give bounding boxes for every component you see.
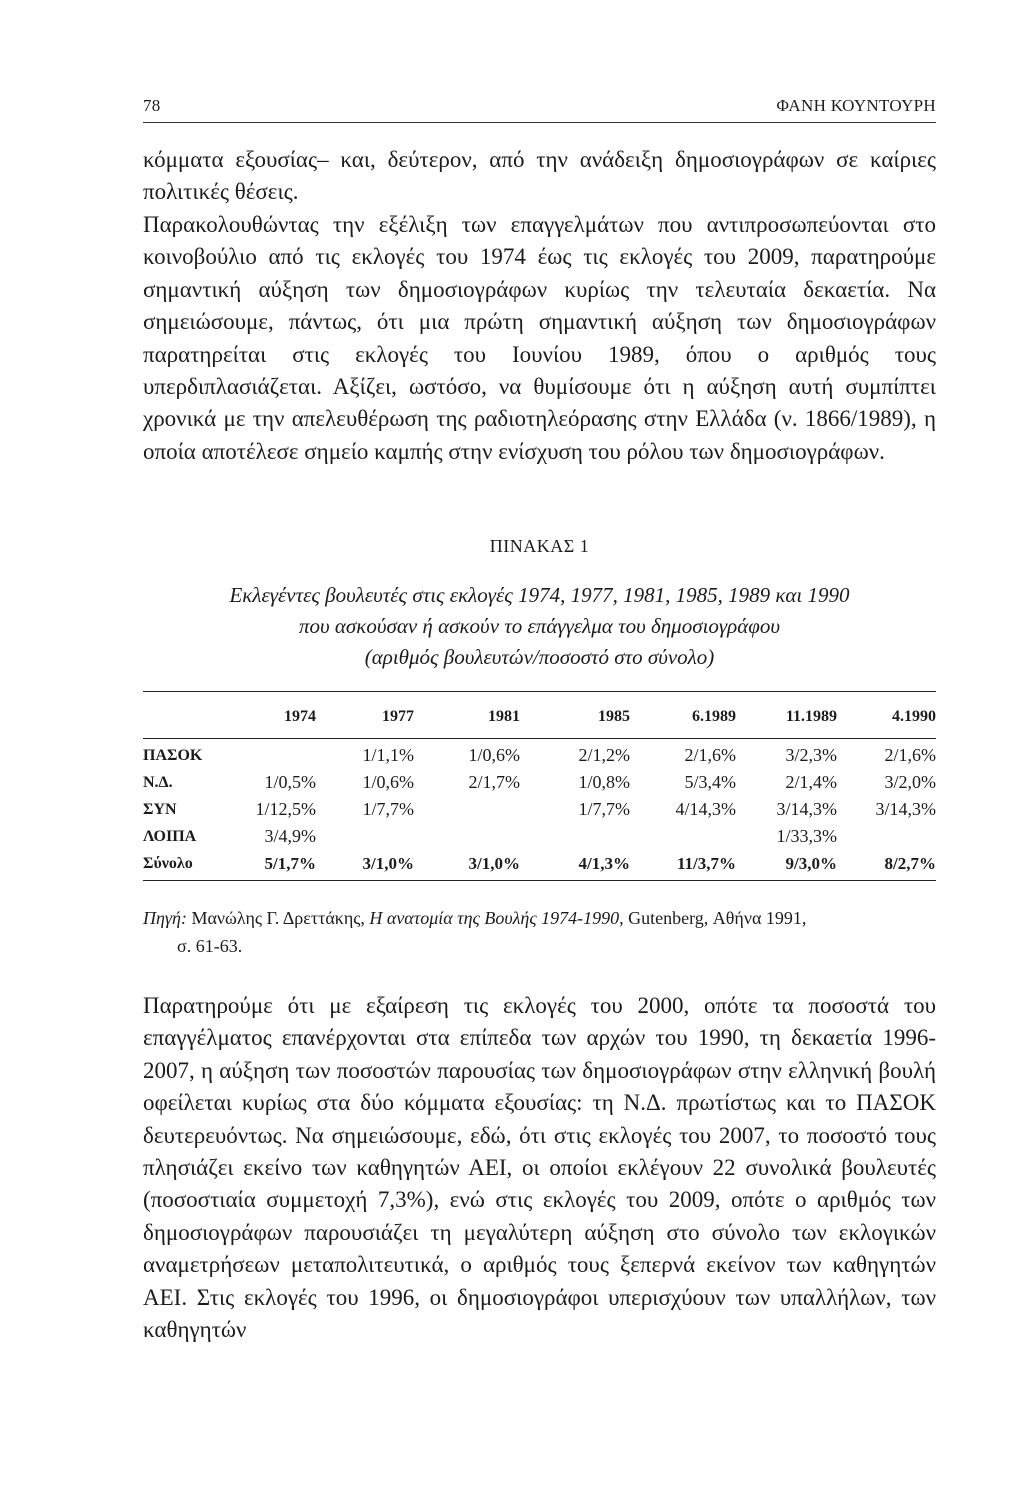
table-cell: 1/0,6% — [362, 772, 414, 792]
table-row — [143, 769, 936, 796]
paragraph-3: Παρατηρούμε ότι με εξαίρεση τις εκλογές του 2000, οπότε τα ποσοστά του επαγγέλματος επανέρχονται στα επίπεδα των αρχών του 1990, τη δεκαετία 1996-2007, η αύξηση των ποσοστών παρουσίας των δημοσιογράφων στην ελληνική βουλή οφείλεται κυρίως στα δύο κόμματα εξουσίας: τη Ν.Δ. πρωτίστως και το ΠΑΣΟΚ δευτερευόντως. Να σημειώσουμε, εδώ, ότι στις εκλογές του 2007, το ποσοστό τους πλησιάζει εκείνο των καθηγητών ΑΕΙ, οι οποίοι εκλέγουν 22 συνολικά βουλευτές (ποσοστιαία συμμετοχή 7,3%), ενώ στις εκλογές του 2009, οπότε ο αριθμός των δημοσιογράφων παρουσιάζει τη μεγαλύτερη αύξηση στο σύνολο των εκλογικών αναμετρήσεων μεταπολιτευτικά, ο αριθμός τους ξεπερνά εκείνον των καθηγητών ΑΕΙ. Στις εκλογές του 1996, οι δημοσιογράφοι υπερισχύουν των υπαλλήλων, των καθηγητών — [143, 993, 936, 1343]
row-label: ΛΟΙΠΑ — [143, 827, 197, 845]
row-label: Σύνολο — [143, 854, 193, 872]
header-rule — [143, 122, 936, 123]
column-header: 4.1990 — [892, 708, 936, 725]
table-caption-line: που ασκούσαν ή ασκούν το επάγγελμα του δημοσιογράφου — [298, 614, 781, 638]
table-header-rule — [143, 738, 936, 739]
table-cell: 8/2,7% — [884, 853, 936, 873]
source-author: Μανώλης Γ. Δρεττάκης, — [191, 908, 365, 928]
running-title: ΦΑΝΗ ΚΟΥΝΤΟΥΡΗ — [776, 96, 936, 115]
table-cell: 4/1,3% — [578, 853, 630, 873]
source-publisher: Gutenberg, Αθήνα 1991, — [628, 908, 807, 928]
table-cell: 3/2,0% — [884, 772, 936, 792]
table-cell: 1/0,8% — [578, 772, 630, 792]
row-label: ΠΑΣΟΚ — [143, 746, 203, 764]
source-label: Πηγή: — [143, 908, 187, 928]
page-header — [143, 96, 936, 116]
source-title: Η ανατομία της Βουλής 1974-1990, — [369, 908, 624, 928]
table-cell: 3/2,3% — [785, 745, 837, 765]
table-caption — [143, 580, 936, 673]
table-total-row — [143, 850, 936, 877]
table-cell: 9/3,0% — [785, 853, 837, 873]
table-row — [143, 796, 936, 823]
table-cell: 3/1,0% — [362, 853, 414, 873]
table-cell: 1/33,3% — [776, 826, 837, 846]
table-cell: 3/4,9% — [264, 826, 316, 846]
paragraph-1: κόμματα εξουσίας– και, δεύτερον, από την ανάδειξη δημοσιογράφων σε καίριες πολιτικές θέσεις. — [143, 147, 936, 205]
table-header-row — [143, 700, 936, 734]
table-cell: 2/1,6% — [684, 745, 736, 765]
table-header — [143, 700, 936, 734]
table-cell — [316, 823, 414, 850]
table-cell: 2/1,4% — [785, 772, 837, 792]
table-caption-line: Εκλεγέντες βουλευτές στις εκλογές 1974, 1977, 1981, 1985, 1989 και 1990 — [229, 583, 850, 607]
table-cell: 3/1,0% — [468, 853, 520, 873]
table-cell — [520, 823, 630, 850]
table-cell: 1/0,5% — [264, 772, 316, 792]
table-row — [143, 823, 936, 850]
column-header: 1985 — [598, 708, 630, 725]
table-corner-cell — [143, 700, 223, 734]
paragraph-2: Παρακολουθώντας την εξέλιξη των επαγγελμάτων που αντιπροσωπεύονται στο κοινοβούλιο από τις εκλογές του 1974 έως τις εκλογές του 2009, παρατηρούμε σημαντική αύξηση των δημοσιογράφων κυρίως την τελευταία δεκαετία. Να σημειώσουμε, πάντως, ότι μια πρώτη σημαντική αύξηση των δημοσιογράφων παρατηρείται στις εκλογές του Ιουνίου 1989, όπου ο αριθμός τους υπερδιπλασιάζεται. Αξίζει, ωστόσο, να θυμίσουμε ότι η αύξηση αυτή συμπίπτει χρονικά με την απελευθέρωση της ραδιοτηλεόρασης στην Ελλάδα (ν. 1866/1989), η οποία αποτέλεσε σημείο καμπής στην ενίσχυση του ρόλου των δημοσιογράφων. — [143, 212, 936, 464]
table-top-rule — [143, 691, 936, 692]
source-pages: σ. 61-63. — [177, 936, 243, 956]
table-cell — [837, 823, 936, 850]
table-cell: 2/1,2% — [578, 745, 630, 765]
row-label: ΣΥΝ — [143, 800, 177, 818]
table-cell: 3/14,3% — [776, 799, 837, 819]
table-cell: 1/1,1% — [362, 745, 414, 765]
table-cell: 2/1,7% — [468, 772, 520, 792]
table-cell: 2/1,6% — [884, 745, 936, 765]
table-cell: 3/14,3% — [875, 799, 936, 819]
table-cell: 1/12,5% — [255, 799, 316, 819]
table-cell: 1/7,7% — [578, 799, 630, 819]
column-header: 1974 — [284, 708, 316, 725]
page-number: 78 — [143, 96, 161, 115]
table-cell: 1/0,6% — [468, 745, 520, 765]
table-cell — [223, 742, 316, 769]
table-cell: 1/7,7% — [362, 799, 414, 819]
table-cell — [630, 823, 736, 850]
table-caption-line: (αριθμός βουλευτών/ποσοστό στο σύνολο) — [364, 645, 715, 669]
table-source — [143, 904, 936, 960]
table-row — [143, 742, 936, 769]
table-bottom-rule — [143, 880, 936, 881]
row-label: Ν.Δ. — [143, 773, 173, 791]
table-cell: 4/14,3% — [675, 799, 736, 819]
column-header: 1977 — [382, 708, 414, 725]
column-header: 1981 — [488, 708, 520, 725]
column-header: 11.1989 — [785, 708, 837, 725]
table-cell — [414, 796, 520, 823]
table-heading: ΠΙΝΑΚΑΣ 1 — [489, 536, 590, 556]
table-cell: 5/3,4% — [684, 772, 736, 792]
table-body — [143, 742, 936, 877]
column-header: 6.1989 — [692, 708, 736, 725]
table-cell — [414, 823, 520, 850]
table-cell: 5/1,7% — [264, 853, 316, 873]
table-cell: 11/3,7% — [676, 853, 736, 873]
